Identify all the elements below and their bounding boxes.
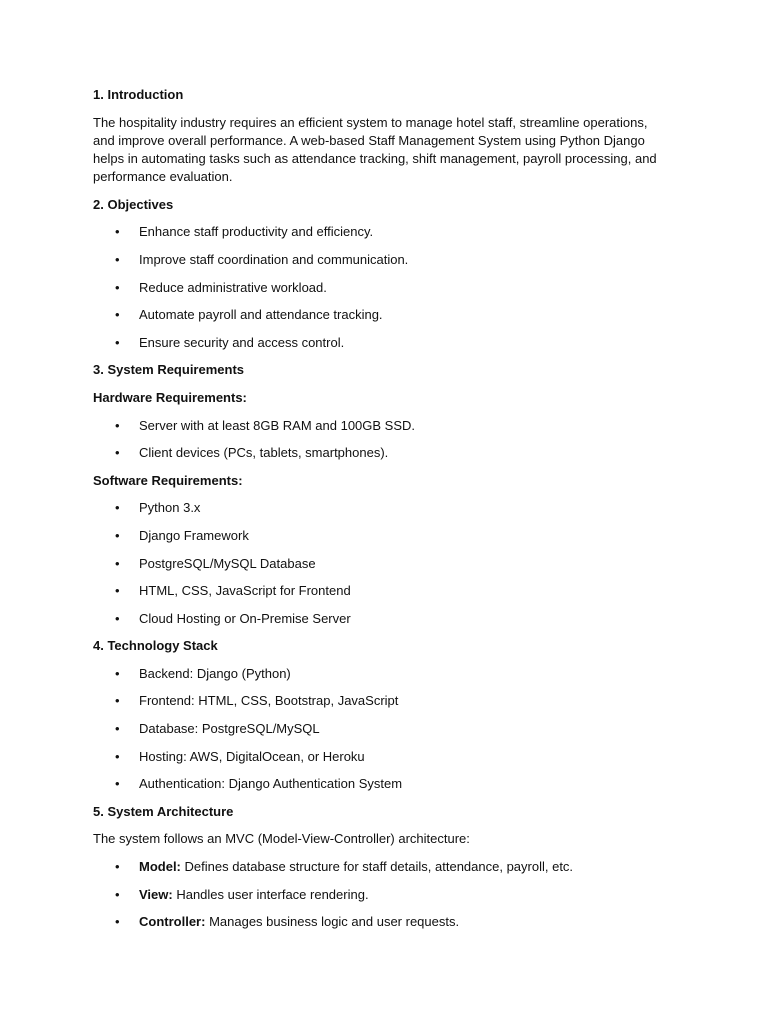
list-item-text: HTML, CSS, JavaScript for Frontend [139, 583, 351, 599]
section-heading-system-requirements: 3. System Requirements [93, 362, 245, 378]
list-item-text: Database: PostgreSQL/MySQL [139, 721, 320, 737]
section-heading-introduction: 1. Introduction [93, 87, 184, 102]
document-page [93, 86, 668, 941]
list-item-text: Cloud Hosting or On-Premise Server [139, 610, 351, 626]
list-item [93, 306, 668, 324]
list-item [93, 555, 668, 573]
architecture-intro-paragraph: The system follows an MVC (Model-View-Controller) architecture: [93, 831, 470, 847]
list-item [93, 444, 668, 462]
bullet-icon: • [115, 610, 120, 626]
bullet-icon: • [115, 307, 120, 323]
section-heading-technology-stack: 4. Technology Stack [93, 638, 218, 654]
section-heading-system-architecture: 5. System Architecture [93, 803, 234, 819]
technology-stack-list [93, 665, 668, 794]
section-heading-objectives: 2. Objectives [93, 196, 174, 212]
list-item-text: PostgreSQL/MySQL Database [139, 555, 316, 571]
list-item-text: Client devices (PCs, tablets, smartphones). [139, 445, 389, 461]
bullet-icon: • [115, 693, 120, 709]
list-item-text: Enhance staff productivity and efficiency. [139, 224, 374, 240]
architecture-list [93, 858, 668, 931]
bullet-icon: • [115, 527, 120, 543]
objectives-list [93, 223, 668, 352]
list-item-text: Django Framework [139, 527, 249, 543]
list-item-text: Automate payroll and attendance tracking. [139, 307, 383, 323]
list-item-text: Hosting: AWS, DigitalOcean, or Heroku [139, 748, 365, 764]
list-item [93, 692, 668, 710]
bullet-icon: • [115, 555, 120, 571]
architecture-term-controller: Controller: [139, 914, 206, 930]
bullet-icon: • [115, 721, 120, 737]
bullet-icon: • [115, 417, 120, 433]
bullet-icon: • [115, 445, 120, 461]
bullet-icon: • [115, 224, 120, 240]
list-item-text: Backend: Django (Python) [139, 665, 291, 681]
architecture-term-model: Model: [139, 859, 181, 875]
architecture-description-controller: Manages business logic and user requests. [205, 914, 460, 930]
list-item [93, 334, 668, 352]
list-item [93, 527, 668, 545]
bullet-icon: • [115, 279, 120, 295]
list-item [93, 582, 668, 600]
bullet-icon: • [115, 748, 120, 764]
list-item [93, 858, 668, 876]
list-item [93, 279, 668, 297]
software-requirements-list [93, 499, 668, 628]
list-item [93, 223, 668, 241]
list-item-text: Frontend: HTML, CSS, Bootstrap, JavaScript [139, 693, 399, 709]
list-item [93, 720, 668, 738]
bullet-icon: • [115, 776, 120, 792]
list-item [93, 913, 668, 931]
bullet-icon: • [115, 914, 120, 930]
introduction-paragraph: The hospitality industry requires an efficient system to manage hotel staff, streamline operations, and improve overall performance. A web-based Staff Management System using Python Django helps in automating tasks such as attendance tracking, shift management, payroll processing, and performance evaluation. [93, 114, 657, 185]
bullet-icon: • [115, 886, 120, 902]
list-item [93, 748, 668, 766]
list-item [93, 775, 668, 793]
list-item-text: Authentication: Django Authentication System [139, 776, 403, 792]
bullet-icon: • [115, 859, 120, 875]
hardware-requirements-list [93, 417, 668, 463]
list-item-text: Server with at least 8GB RAM and 100GB SSD. [139, 417, 416, 433]
list-item-text: Python 3.x [139, 500, 201, 516]
architecture-description-model: Defines database structure for staff details, attendance, payroll, etc. [180, 859, 574, 875]
list-item [93, 886, 668, 904]
architecture-description-view: Handles user interface rendering. [172, 886, 369, 902]
bullet-icon: • [115, 251, 120, 267]
list-item [93, 665, 668, 683]
list-item-text: Improve staff coordination and communication. [139, 251, 409, 267]
subheading-software-requirements: Software Requirements: [93, 472, 243, 488]
bullet-icon: • [115, 500, 120, 516]
list-item [93, 610, 668, 628]
architecture-term-view: View: [139, 886, 173, 902]
list-item [93, 417, 668, 435]
list-item [93, 499, 668, 517]
subheading-hardware-requirements: Hardware Requirements: [93, 389, 247, 405]
list-item-text: Reduce administrative workload. [139, 279, 327, 295]
bullet-icon: • [115, 665, 120, 681]
list-item-text: Ensure security and access control. [139, 334, 345, 350]
bullet-icon: • [115, 583, 120, 599]
list-item [93, 251, 668, 269]
bullet-icon: • [115, 334, 120, 350]
